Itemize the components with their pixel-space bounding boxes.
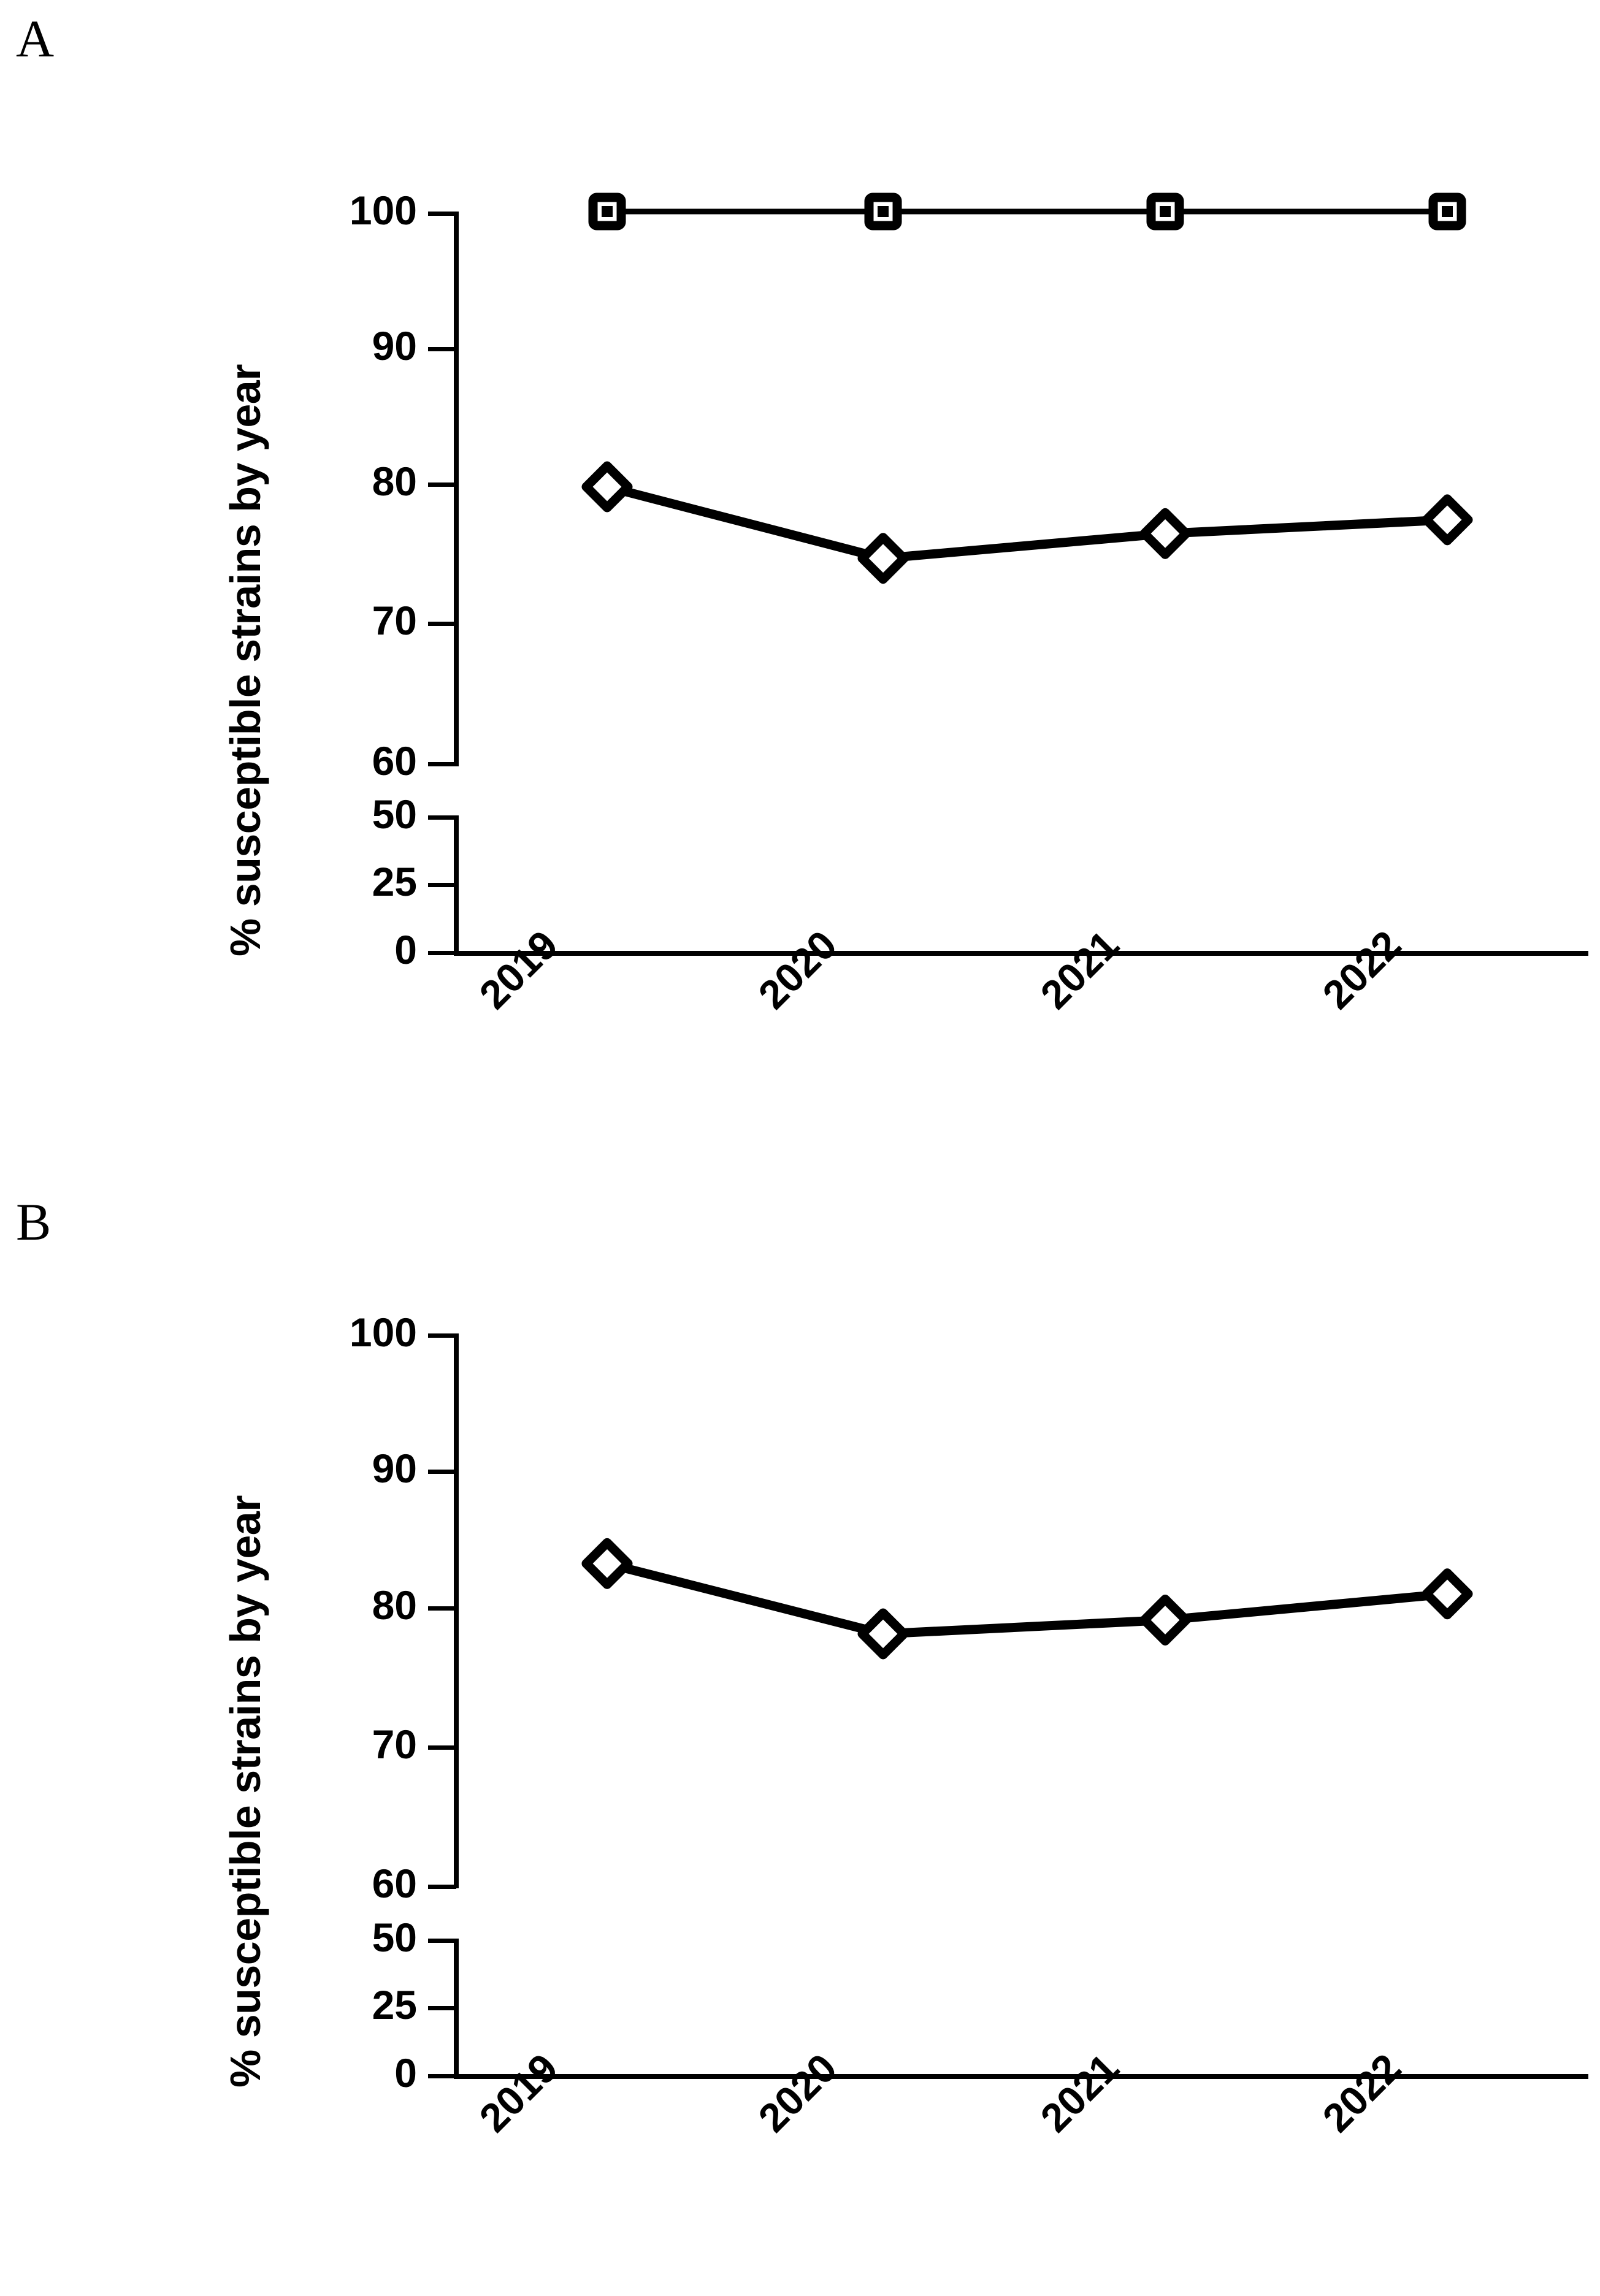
data-point-square-series-2020-core bbox=[878, 206, 889, 217]
data-point-square-series-2021-core bbox=[1160, 206, 1171, 217]
panel-b-letter: B bbox=[16, 1192, 52, 1251]
panel-a-ytick-label-60: 60 bbox=[372, 738, 417, 784]
panel-a-xtick-label-2021: 2021 bbox=[1032, 921, 1128, 1018]
panel-a-xtick-label-2019: 2019 bbox=[470, 921, 567, 1018]
panel-b-ytick-label-100: 100 bbox=[349, 1310, 417, 1355]
data-point-diamond-series-2020 bbox=[862, 1613, 904, 1655]
panel-b-ytick-label-25: 25 bbox=[372, 1982, 417, 2027]
data-point-diamond-series-2022 bbox=[1426, 499, 1468, 541]
panel-a-ytick-label-80: 80 bbox=[372, 459, 417, 504]
panel-a-ytick-label-50: 50 bbox=[372, 791, 417, 837]
data-point-diamond-series-2019 bbox=[586, 1543, 628, 1584]
panel-b bbox=[0, 1165, 1600, 2296]
panel-a-ytick-label-25: 25 bbox=[372, 859, 417, 904]
panel-b-ytick-label-0: 0 bbox=[394, 2050, 417, 2096]
panel-a-xtick-label-2022: 2022 bbox=[1314, 921, 1410, 1018]
series-line-diamond-series bbox=[607, 1563, 1447, 1634]
panel-a-ytick-label-0: 0 bbox=[394, 927, 417, 972]
panel-b-y-axis-title: % susceptible strains by year bbox=[221, 1495, 269, 2088]
panel-a-xtick-label-2020: 2020 bbox=[749, 921, 846, 1018]
data-point-square-series-2022-core bbox=[1442, 206, 1453, 217]
data-point-diamond-series-2021 bbox=[1144, 1599, 1186, 1641]
panel-b-xtick-label-2021: 2021 bbox=[1032, 2045, 1128, 2141]
panel-b-xtick-label-2022: 2022 bbox=[1314, 2045, 1410, 2141]
data-point-diamond-series-2022 bbox=[1426, 1573, 1468, 1615]
panel-b-xtick-label-2020: 2020 bbox=[749, 2045, 846, 2141]
panel-b-ytick-label-60: 60 bbox=[372, 1861, 417, 1906]
panel-b-ytick-label-90: 90 bbox=[372, 1446, 417, 1491]
panel-b-xtick-label-2019: 2019 bbox=[470, 2045, 567, 2141]
panel-b-ytick-label-50: 50 bbox=[372, 1915, 417, 1960]
data-point-square-series-2019-core bbox=[602, 206, 613, 217]
data-point-diamond-series-2019 bbox=[586, 466, 628, 508]
panel-b-ytick-label-80: 80 bbox=[372, 1582, 417, 1628]
series-line-diamond-series bbox=[607, 487, 1447, 559]
panel-a-ytick-label-90: 90 bbox=[372, 323, 417, 368]
data-point-diamond-series-2020 bbox=[862, 538, 904, 579]
panel-a-letter: A bbox=[16, 9, 55, 68]
panel-a-y-axis-title: % susceptible strains by year bbox=[221, 364, 269, 956]
panel-b-plot bbox=[0, 1165, 1600, 2296]
panel-a-ytick-label-100: 100 bbox=[349, 188, 417, 233]
panel-a-ytick-label-70: 70 bbox=[372, 598, 417, 643]
data-point-diamond-series-2021 bbox=[1144, 513, 1186, 554]
panel-b-ytick-label-70: 70 bbox=[372, 1722, 417, 1767]
